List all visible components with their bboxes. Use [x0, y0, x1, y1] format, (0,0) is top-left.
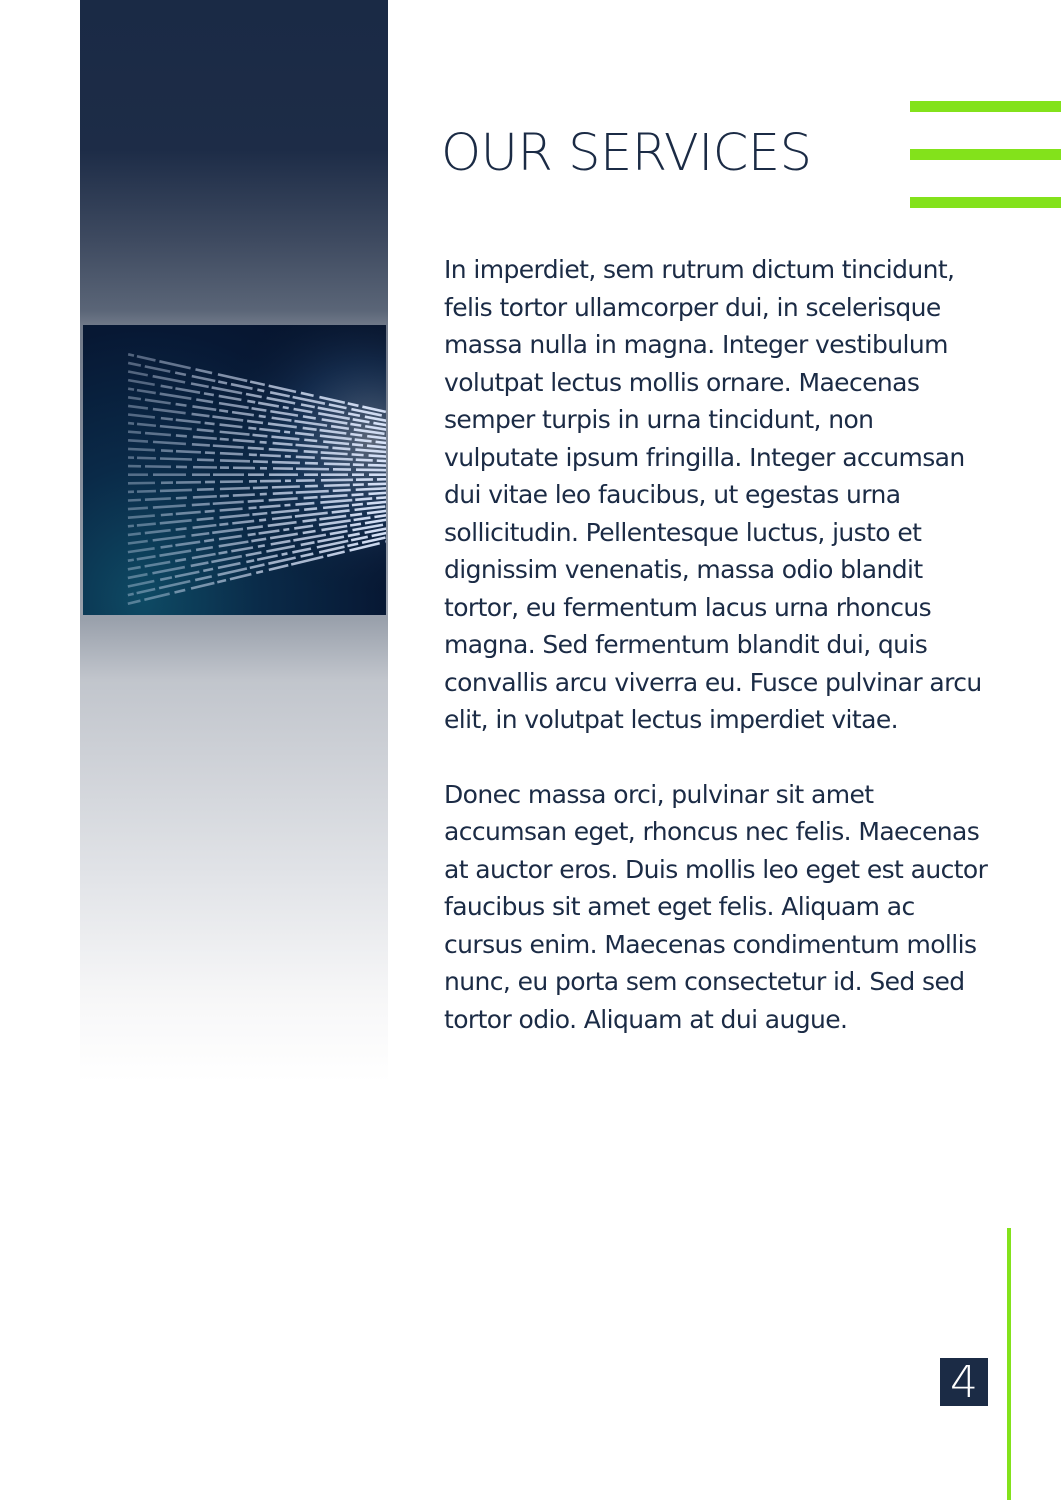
code-data-image [83, 325, 386, 615]
page-number-badge: 4 [940, 1358, 988, 1406]
stripe-line [910, 197, 1061, 208]
paragraph: In imperdiet, sem rutrum dictum tincidunt, felis tortor ullamcorper dui, in scelerisque massa nulla in magna. Integer vestibulum volutpat lectus mollis ornare. Maecenas semper turpis in urna tincidunt, non vulputate ipsum fringilla. Integer accumsan dui vitae leo faucibus, ut egestas urna sollicitudin. Pellentesque luctus, justo et dignissim venenatis, massa odio blandit tortor, eu fermentum lacus urna rhoncus magna. Sed fermentum blandit dui, quis convallis arcu viverra eu. Fusce pulvinar arcu elit, in volutpat lectus imperdiet vitae. [444, 255, 982, 734]
page-title: OUR SERVICES [441, 124, 812, 183]
stripe-line [910, 149, 1061, 160]
body-text [444, 251, 989, 1075]
vertical-accent-rule [1007, 1228, 1011, 1500]
paragraph: Donec massa orci, pulvinar sit amet accumsan eget, rhoncus nec felis. Maecenas at auctor eros. Duis mollis leo eget est auctor faucibus sit amet eget felis. Aliquam ac cursus enim. Maecenas condimentum mollis nunc, eu porta sem consectetur id. Sed sed tortor odio. Aliquam at dui augue. [444, 779, 988, 1034]
stripe-line [910, 101, 1061, 112]
